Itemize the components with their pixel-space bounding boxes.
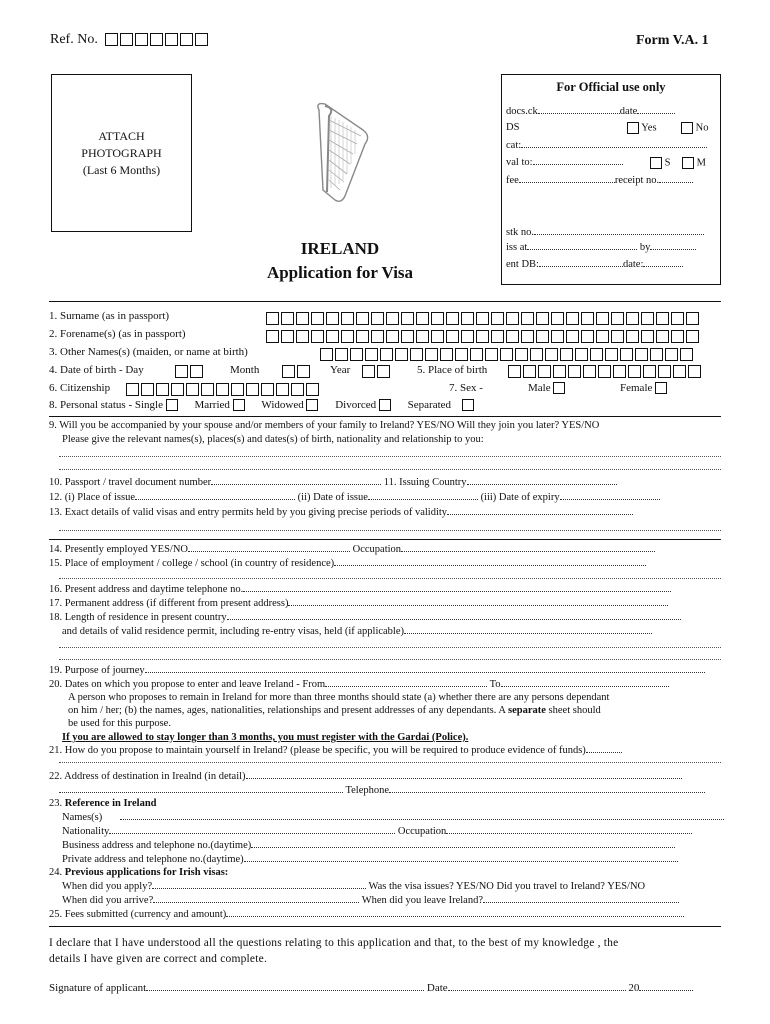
ref-label: Ref. No.	[50, 32, 98, 47]
title-country: IRELAND	[300, 239, 380, 258]
q14-row[interactable]	[49, 543, 655, 556]
photo-box[interactable]	[51, 74, 192, 232]
q22-row[interactable]	[49, 770, 682, 783]
ds-yes-label: Yes	[641, 122, 657, 134]
ref-no-boxes[interactable]	[105, 33, 210, 46]
q23-heading	[49, 797, 157, 810]
year-prefix: 20	[628, 982, 640, 994]
surname-label: 1. Surname (as in passport)	[49, 310, 170, 322]
q18-line1[interactable]	[59, 647, 721, 648]
names-label: Names(s)	[62, 812, 103, 823]
q20-to-label: To	[489, 679, 501, 690]
ds-label: DS	[506, 122, 520, 133]
q18-line2[interactable]	[59, 659, 721, 660]
q18b-row[interactable]	[62, 625, 652, 638]
q20-note2-text: on him / her; (b) the names, ages, nationalities, relationships and present addresses of any dependants. A	[68, 705, 506, 716]
when-leave-label: When did you leave Ireland?	[361, 895, 483, 906]
q23-names-row[interactable]	[62, 811, 724, 824]
widowed-label: Widowed	[261, 399, 304, 411]
q19-row[interactable]	[49, 664, 705, 677]
q9b-label: Please give the relevant names(s), places(s) and dates(s) of birth, nationality and relationship to you:	[62, 434, 484, 445]
by-label: by	[639, 242, 651, 253]
when-apply-label: When did you apply?	[62, 881, 153, 892]
divider	[49, 416, 721, 417]
nationality-label: Nationality	[62, 826, 110, 837]
date-label: date	[619, 106, 638, 117]
signature-row[interactable]	[49, 982, 693, 994]
fee-label: fee	[506, 175, 519, 186]
q25-row[interactable]	[49, 908, 684, 921]
single-checkbox[interactable]	[166, 399, 178, 411]
q10-label: 10. Passport / travel document number	[49, 477, 212, 488]
q24-title: Previous applications for Irish visas:	[64, 867, 229, 878]
ds-no-label: No	[695, 122, 709, 134]
male-checkbox[interactable]	[553, 382, 565, 394]
cat-label: cat:	[506, 140, 522, 151]
receipt-label: receipt no.	[614, 175, 660, 186]
married-checkbox[interactable]	[233, 399, 245, 411]
q12-row[interactable]	[49, 491, 660, 504]
photo-line2: PHOTOGRAPH	[81, 145, 162, 160]
dob-year-boxes[interactable]	[362, 362, 392, 380]
q9-label: 9. Will you be accompanied by your spouse and/or members of your family to Ireland? YES/NO Will they join you later? YES/NO	[49, 420, 600, 431]
ds-yes[interactable]	[627, 122, 657, 134]
harp-emblem-icon	[305, 100, 377, 206]
q10-row[interactable]	[49, 476, 617, 489]
visa-issued-label: Was the visa issues? YES/NO Did you travel to Ireland? YES/NO	[368, 881, 646, 892]
q15-label: 15. Place of employment / college / school (in country of residence)	[49, 558, 335, 569]
title-subtitle: Application for Visa	[266, 263, 414, 282]
q23-num: 23.	[49, 798, 63, 809]
dob-day-boxes[interactable]	[175, 362, 205, 380]
private-address-label: Private address and telephone no.(daytime)	[62, 854, 244, 865]
q21-row[interactable]	[49, 744, 622, 757]
photo-line1: ATTACH	[98, 128, 145, 143]
stk-label: stk no.	[506, 227, 535, 238]
docs-ck-label: docs.ck	[506, 106, 538, 117]
q15-row[interactable]	[49, 557, 646, 570]
divorced-checkbox[interactable]	[379, 399, 391, 411]
separated-label: Separated	[407, 399, 452, 411]
q20-note3: be used for this purpose.	[68, 718, 171, 729]
q14-label: 14. Presently employed YES/NO	[49, 544, 189, 555]
ds-yes-checkbox[interactable]	[627, 122, 639, 134]
q12a-label: 12. (i) Place of issue	[49, 492, 136, 503]
q13-label: 13. Exact details of valid visas and entry permits held by you giving precise periods of validity	[49, 507, 448, 518]
ent-label: ent DB:	[506, 259, 539, 270]
place-of-birth-boxes[interactable]	[508, 362, 703, 380]
official-use-box	[501, 74, 721, 285]
single-label: 8. Personal status - Single	[49, 399, 163, 411]
q23-private-row[interactable]	[62, 853, 678, 866]
q24-apply-row[interactable]	[62, 880, 645, 893]
separated-checkbox[interactable]	[462, 399, 474, 411]
female-checkbox[interactable]	[655, 382, 667, 394]
sex-label: 7. Sex -	[449, 382, 483, 394]
q12b-label: (ii) Date of issue	[297, 492, 368, 503]
q24-num: 24.	[49, 867, 63, 878]
q24-heading	[49, 866, 228, 879]
dob-month-boxes[interactable]	[282, 362, 312, 380]
signature-label: Signature of applicant	[49, 982, 147, 994]
ds-no[interactable]	[681, 122, 708, 134]
declaration-line2: details I have given are correct and complete.	[49, 953, 268, 965]
s-checkbox[interactable]	[650, 157, 662, 169]
married-label: Married	[194, 399, 230, 411]
ds-no-checkbox[interactable]	[681, 122, 693, 134]
q18-row[interactable]	[49, 611, 681, 624]
personal-status-row	[49, 399, 474, 412]
female-label: Female	[620, 382, 653, 394]
q9-line2[interactable]	[59, 469, 721, 470]
divider	[49, 301, 721, 302]
q20-note2	[68, 704, 601, 717]
dob-day-label: 4. Date of birth - Day	[49, 364, 144, 376]
q13-line[interactable]	[59, 530, 721, 531]
sex-male[interactable]	[528, 382, 565, 395]
q15-line[interactable]	[59, 578, 721, 579]
forename-boxes[interactable]	[266, 327, 701, 345]
dob-year-label: Year	[330, 364, 351, 376]
surname-boxes[interactable]	[266, 309, 701, 327]
forename-label: 2. Forename(s) (as in passport)	[49, 328, 186, 340]
divider	[49, 539, 721, 540]
q16-row[interactable]	[49, 583, 671, 596]
q19-label: 19. Purpose of journey	[49, 665, 145, 676]
q21-line[interactable]	[59, 762, 721, 763]
date-label: Date	[426, 982, 448, 994]
citizenship-boxes[interactable]	[126, 380, 321, 398]
q13-row[interactable]	[49, 506, 633, 519]
photo-line3: (Last 6 Months)	[82, 162, 161, 177]
business-address-label: Business address and telephone no.(daytime)	[62, 840, 252, 851]
q20-note1: A person who proposes to remain in Ireland for more than three months should state (a) whether there are any persons dependant	[68, 692, 610, 703]
q23-nationality-row[interactable]	[62, 825, 692, 838]
telephone-label: Telephone	[345, 785, 390, 796]
q21-label: 21. How do you propose to maintain yourself in Ireland? (please be specific, you will be required to produce evidence of funds)	[49, 745, 586, 756]
val-s[interactable]	[650, 157, 670, 169]
male-label: Male	[528, 382, 551, 394]
date2-label: date:	[622, 259, 644, 270]
divider	[49, 926, 721, 927]
q24-arrive-row[interactable]	[62, 894, 679, 907]
q20-row[interactable]	[49, 678, 669, 691]
q25-label: 25. Fees submitted (currency and amount)	[49, 909, 227, 920]
declaration-line1: I declare that I have understood all the questions relating to this application and that, to the best of my knowledge , the	[49, 937, 619, 949]
sex-female[interactable]	[620, 382, 667, 395]
other-names-boxes[interactable]	[320, 345, 695, 363]
form-id: Form V.A. 1	[636, 33, 709, 48]
val-to-label: val to:	[506, 157, 533, 168]
s-label: S	[664, 157, 671, 169]
divorced-label: Divorced	[335, 399, 377, 411]
q22b-row[interactable]	[59, 784, 705, 797]
iss-label: iss at	[506, 242, 528, 253]
official-title: For Official use only	[556, 80, 666, 94]
val-m[interactable]	[682, 157, 706, 169]
citizenship-label: 6. Citizenship	[49, 382, 111, 394]
garda-notice: If you are allowed to stay longer than 3 months, you must register with the Gardai (Police).	[62, 732, 469, 743]
m-checkbox[interactable]	[682, 157, 694, 169]
m-label: M	[696, 157, 706, 169]
occupation-label: Occupation	[397, 826, 447, 837]
q9-line1[interactable]	[59, 456, 721, 457]
widowed-checkbox[interactable]	[306, 399, 318, 411]
q12c-label: (iii) Date of expiry	[480, 492, 560, 503]
q14b-label: Occupation	[352, 544, 402, 555]
q22-label: 22. Address of destination in Irealnd (in detail)	[49, 771, 246, 782]
q20-note2-bold: separate	[508, 705, 546, 716]
place-of-birth-label: 5. Place of birth	[417, 364, 488, 376]
q17-label: 17. Permanent address (if different from present address)	[49, 598, 289, 609]
ref-no-label	[50, 32, 210, 48]
q17-row[interactable]	[49, 597, 668, 610]
q23-title: Reference in Ireland	[64, 798, 157, 809]
q23-business-row[interactable]	[62, 839, 675, 852]
q11-label: 11. Issuing Country	[383, 477, 467, 488]
q18b-label: and details of valid residence permit, including re-entry visas, held (if applicable)	[62, 626, 405, 637]
other-names-label: 3. Other Names(s) (maiden, or name at birth)	[49, 346, 248, 358]
q18-label: 18. Length of residence in present country	[49, 612, 227, 623]
q16-label: 16. Present address and daytime telephone no.	[49, 584, 244, 595]
q20-label: 20. Dates on which you propose to enter and leave Ireland - From	[49, 679, 326, 690]
when-arrive-label: When did you arrive?	[62, 895, 154, 906]
dob-month-label: Month	[230, 364, 260, 376]
q20-note2-end: sheet should	[548, 705, 601, 716]
